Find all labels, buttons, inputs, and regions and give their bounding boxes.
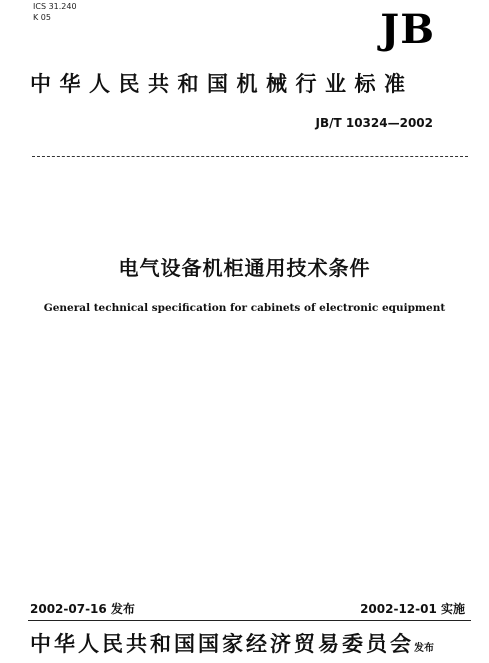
top-divider bbox=[32, 156, 468, 157]
document-title-english: General technical specification for cabinets of electronic equipment bbox=[43, 302, 446, 314]
implement-date: 2002-12-01 实施 bbox=[360, 602, 465, 616]
bottom-divider bbox=[28, 620, 471, 621]
ics-code: ICS 31.240 bbox=[33, 2, 77, 11]
issuer-suffix: 发布 bbox=[414, 643, 434, 654]
standard-category-title: 中华人民共和国机械行业标准 bbox=[30, 72, 414, 96]
classification-code: K 05 bbox=[33, 13, 51, 22]
publish-date: 2002-07-16 发布 bbox=[30, 602, 135, 616]
standard-code: JB/T 10324—2002 bbox=[315, 116, 433, 130]
issuer-line bbox=[30, 630, 434, 663]
jb-logo: JB bbox=[380, 6, 435, 53]
document-title-chinese: 电气设备机柜通用技术条件 bbox=[118, 256, 371, 280]
issuer-name: 中华人民共和国国家经济贸易委员会 bbox=[30, 632, 414, 656]
